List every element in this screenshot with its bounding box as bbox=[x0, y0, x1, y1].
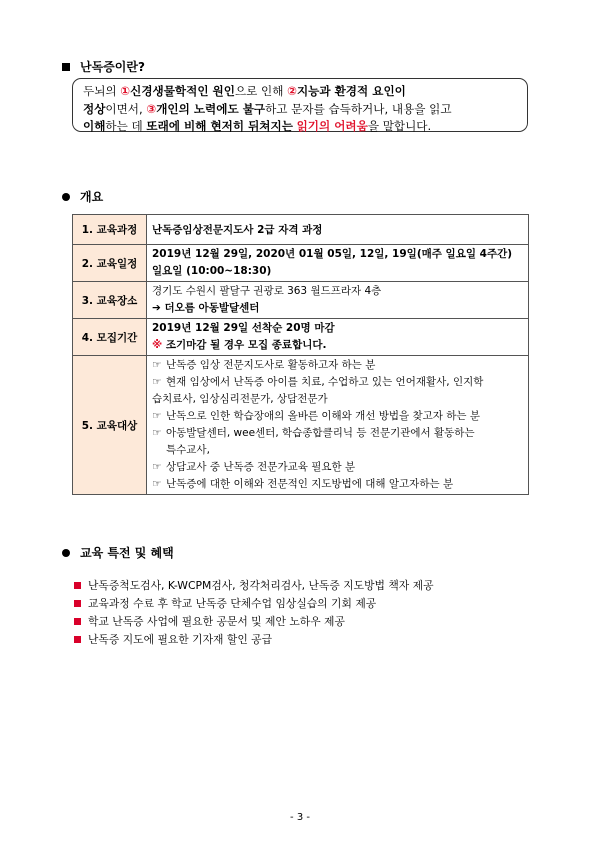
pointing-hand-icon: ☞ bbox=[152, 410, 162, 422]
target-item-continued bbox=[152, 442, 523, 459]
def-text: 을 말합니다. bbox=[367, 119, 432, 133]
def-num: ③ bbox=[146, 101, 157, 116]
overview-table bbox=[72, 214, 529, 495]
section1-title-text: 난독증이란? bbox=[80, 60, 145, 74]
row-label-period: 4. 모집기간 bbox=[73, 319, 147, 356]
red-square-bullet-icon bbox=[74, 636, 81, 643]
row-value-course: 난독증임상전문지도사 2급 자격 과정 bbox=[147, 215, 529, 245]
target-text: 현재 임상에서 난독증 아이를 치료, 수업하고 있는 언어재활사, 인지학 bbox=[166, 376, 484, 388]
place-line-2 bbox=[152, 300, 523, 317]
section-title-benefits bbox=[62, 544, 174, 561]
def-bold: 또래에 비해 현저히 뒤쳐지는 bbox=[146, 119, 293, 133]
red-square-bullet-icon bbox=[74, 618, 81, 625]
place-name: 더오름 아동발달센터 bbox=[164, 302, 260, 314]
target-item bbox=[152, 374, 523, 391]
def-bold: 이해 bbox=[83, 119, 106, 133]
def-bold: 정상 bbox=[83, 101, 106, 116]
list-item bbox=[74, 612, 434, 630]
period-note: 조기마감 될 경우 모집 종료합니다. bbox=[165, 339, 327, 351]
circle-bullet-icon bbox=[62, 193, 70, 201]
table-row bbox=[73, 245, 529, 282]
section3-title-text: 교육 특전 및 혜택 bbox=[80, 546, 174, 560]
target-item bbox=[152, 476, 523, 493]
arrow-right-icon: ➔ bbox=[152, 302, 161, 314]
list-item bbox=[74, 630, 434, 648]
benefit-text: 학교 난독증 사업에 필요한 공문서 및 제안 노하우 제공 bbox=[88, 614, 345, 628]
row-label-schedule: 2. 교육일정 bbox=[73, 245, 147, 282]
def-bold: 개인의 노력에도 불구 bbox=[156, 101, 266, 116]
section2-title-text: 개요 bbox=[80, 190, 104, 204]
list-item bbox=[74, 594, 434, 612]
circle-bullet-icon bbox=[62, 549, 70, 557]
def-num: ① bbox=[120, 84, 131, 98]
schedule-line-1: 2019년 12월 29일, 2020년 01월 05일, 12일, 19일(매주 일요일 4주간) bbox=[152, 248, 513, 260]
table-row bbox=[73, 215, 529, 245]
place-line-1: 경기도 수원시 팔달구 권광로 363 월드프라자 4층 bbox=[152, 285, 382, 297]
pointing-hand-icon: ☞ bbox=[152, 359, 162, 371]
target-item bbox=[152, 425, 523, 442]
row-value-period bbox=[147, 319, 529, 356]
pointing-hand-icon: ☞ bbox=[152, 478, 162, 490]
period-line-1: 2019년 12월 29일 선착순 20명 마감 bbox=[152, 322, 335, 334]
target-text: 난독증 임상 전문지도사로 활동하고자 하는 분 bbox=[166, 359, 376, 371]
benefit-text: 교육과정 수료 후 학교 난독증 단체수업 임상실습의 기회 제공 bbox=[88, 596, 377, 610]
target-text: 난독으로 인한 학습장애의 올바른 이해와 개선 방법을 찾고자 하는 분 bbox=[166, 410, 481, 422]
row-value-schedule bbox=[147, 245, 529, 282]
section-title-overview bbox=[62, 188, 103, 205]
table-row bbox=[73, 356, 529, 495]
target-text: 상담교사 중 난독증 전문가교육 필요한 분 bbox=[166, 461, 356, 473]
target-text: 아동발달센터, wee센터, 학습종합클리닉 등 전문기관에서 활동하는 bbox=[166, 427, 475, 439]
pointing-hand-icon: ☞ bbox=[152, 427, 162, 439]
def-highlight: 읽기의 어려움 bbox=[296, 119, 368, 133]
target-text: 난독증에 대한 이해와 전문적인 지도방법에 대해 알고자하는 분 bbox=[166, 478, 454, 490]
row-label-course: 1. 교육과정 bbox=[73, 215, 147, 245]
list-item bbox=[74, 576, 434, 594]
section-title-dyslexia bbox=[62, 58, 145, 75]
row-label-place: 3. 교육장소 bbox=[73, 282, 147, 319]
definition-line-3 bbox=[83, 118, 517, 136]
period-line-2 bbox=[152, 337, 523, 354]
pointing-hand-icon: ☞ bbox=[152, 376, 162, 388]
reference-mark-icon: ※ bbox=[152, 339, 163, 351]
def-bold: 지능과 환경적 요인이 bbox=[296, 84, 406, 98]
square-bullet-icon bbox=[62, 63, 70, 71]
target-text: 습치료사, 임상심리전문가, 상담전문가 bbox=[152, 393, 328, 405]
def-text: 하는 데 bbox=[105, 119, 147, 133]
def-text: 이면서, bbox=[105, 101, 147, 116]
def-num: ② bbox=[287, 84, 297, 98]
target-text: 특수교사, bbox=[166, 444, 210, 456]
table-row bbox=[73, 282, 529, 319]
target-item bbox=[152, 408, 523, 425]
definition-line-2 bbox=[83, 101, 517, 119]
benefit-text: 난독증 지도에 필요한 기자재 할인 공급 bbox=[88, 632, 273, 646]
def-text: 하고 문자를 습득하거나, 내용을 읽고 bbox=[265, 101, 452, 116]
def-bold: 신경생물학적인 원인 bbox=[130, 84, 235, 98]
definition-box bbox=[72, 78, 528, 132]
row-label-target: 5. 교육대상 bbox=[73, 356, 147, 495]
row-value-place bbox=[147, 282, 529, 319]
def-text: 으로 인해 bbox=[234, 84, 288, 98]
target-item bbox=[152, 459, 523, 476]
page-number: - 3 - bbox=[290, 812, 310, 823]
benefits-list bbox=[74, 576, 434, 648]
schedule-line-2: 일요일 (10:00~18:30) bbox=[152, 265, 272, 277]
target-item bbox=[152, 357, 523, 374]
table-row bbox=[73, 319, 529, 356]
red-square-bullet-icon bbox=[74, 582, 81, 589]
def-text: 두뇌의 bbox=[83, 84, 121, 98]
row-value-target bbox=[147, 356, 529, 495]
target-item-continued bbox=[152, 391, 523, 408]
definition-line-1 bbox=[83, 83, 517, 101]
benefit-text: 난독증척도검사, K-WCPM검사, 청각처리검사, 난독증 지도방법 책자 제공 bbox=[88, 578, 434, 592]
red-square-bullet-icon bbox=[74, 600, 81, 607]
pointing-hand-icon: ☞ bbox=[152, 461, 162, 473]
